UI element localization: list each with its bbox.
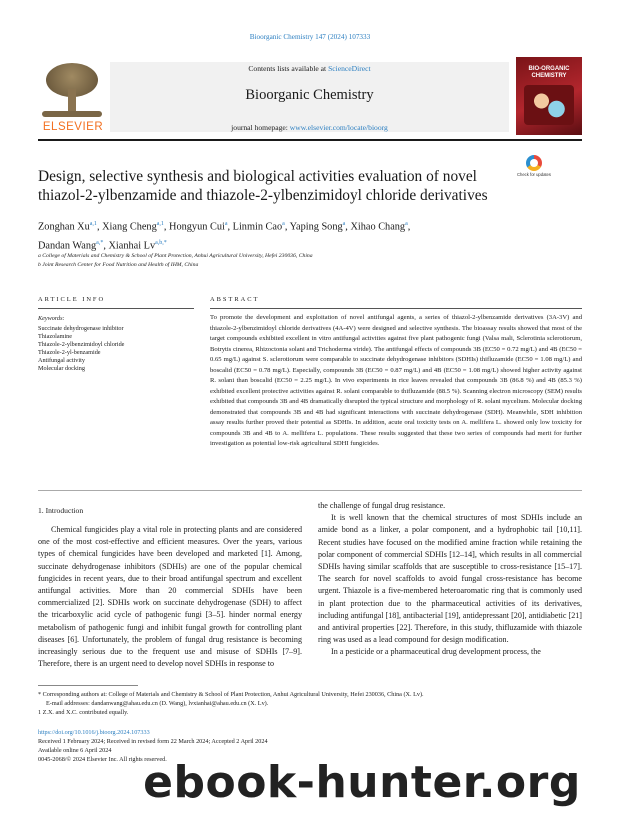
cover-title: BIO-ORGANIC CHEMISTRY xyxy=(528,66,570,79)
author-link[interactable]: Hongyun Cui xyxy=(169,221,225,233)
authors-line-2: Dandan Wang$^{a,*}$, Xianhai $Lv^{a,b,*}$ xyxy=(38,240,167,252)
intro-paragraph: It is well known that the chemical structures of most SDHIs include an amide bond as a linker, a polar component, and a hydrophobic tail [10,11]. Recent studies have focused on the modified amine fraction while retaining the polar component of commercial SDHIs [12–14], which results in all commercial SDHIs having similar scaffolds that are susceptible to cross-resistance [15–17]. The search for novel scaffolds to avoid fungal cross-resistance has become urgent. Thiazole is a five-membered heteroaromatic ring that is commonly used in plant protection due to the pharmaceutical activities of its derivatives, including antifungal [18], antibacterial [19], antidepressant [20], antidiabetic [21] and antiviral properties [22]. Therefore, in this study, thifluzamide with thiazole ring was used as a lead compound for design modification. xyxy=(318,513,582,645)
affiliation-b: b Joint Research Center for Food Nutrition and Health of IHM, China xyxy=(38,262,199,268)
author-link[interactable]: Linmin Cao xyxy=(232,221,283,233)
keywords-label: Keywords: xyxy=(38,315,65,322)
keyword-item: Thiazole-2-yl-benzamide xyxy=(38,349,101,356)
author-link[interactable]: Zonghan Xu xyxy=(38,221,90,233)
check-updates-icon xyxy=(526,155,542,171)
author-link[interactable]: Xianhai Lv xyxy=(108,240,156,252)
check-for-updates-button[interactable]: Check for updates xyxy=(521,155,547,185)
contents-line: Contents lists available at ScienceDirect xyxy=(248,64,371,73)
intro-paragraph: the challenge of fungal drug resistance. xyxy=(318,501,446,510)
sciencedirect-link[interactable]: ScienceDirect xyxy=(328,64,371,73)
author-link[interactable]: Xihao Chang xyxy=(350,221,406,233)
keyword-item: Molecular docking xyxy=(38,365,85,372)
article-title: Design, selective synthesis and biological activities evaluation of novel thiazol-2-ylbenzamide and thiazole-2-ylbenzimidoyl chloride derivatives xyxy=(38,168,488,204)
publisher-name: ELSEVIER xyxy=(42,121,104,133)
affiliation-a: a College of Materials and Chemistry & School of Plant Protection, Anhui Agricultural University, Hefei 230036, China xyxy=(38,253,313,259)
homepage-line: journal homepage: www.elsevier.com/locate/bioorg xyxy=(231,123,388,132)
author-link[interactable]: Yaping Song xyxy=(289,221,343,233)
footnote-corresponding: * Corresponding authors at: College of Materials and Chemistry & School of Plant Protection, Anhui Agricultural University, Hefei 230036, China (X. Lv). xyxy=(38,691,424,698)
copyright: 0045-2068/© 2024 Elsevier Inc. All rights reserved. xyxy=(38,756,167,763)
article-info-heading: ARTICLE INFO xyxy=(38,296,106,303)
homepage-link[interactable]: www.elsevier.com/locate/bioorg xyxy=(289,123,388,132)
journal-header xyxy=(38,57,582,135)
abstract-bottom-rule xyxy=(38,490,582,491)
received-dates: Received 1 February 2024; Received in revised form 22 March 2024; Accepted 2 April 2024 xyxy=(38,738,268,745)
journal-title: Bioorganic Chemistry xyxy=(245,87,374,103)
doi-link[interactable]: https://doi.org/10.1016/j.bioorg.2024.107333 xyxy=(38,729,150,736)
elsevier-tree-logo-icon xyxy=(38,59,108,133)
author-link[interactable]: Xiang Cheng xyxy=(102,221,157,233)
article-info-rule xyxy=(38,308,194,309)
right-column xyxy=(318,500,582,659)
keyword-item: Succinate dehydrogenase inhibitor xyxy=(38,325,124,332)
cover-art-icon xyxy=(524,85,574,125)
intro-paragraph: In a pesticide or a pharmaceutical drug development process, the xyxy=(331,647,541,657)
keyword-item: Thiazolamine xyxy=(38,333,73,340)
footnote-equal-contribution: 1 Z.X. and X.C. contributed equally. xyxy=(38,709,129,716)
footnote-email[interactable]: E-mail addresses: dandanwang@ahau.edu.cn (D. Wang), lvxianhai@ahau.edu.cn (X. Lv). xyxy=(46,700,269,707)
intro-paragraph: Chemical fungicides play a vital role in protecting plants and are considered one of the most cost-effective and efficient measures. Over the years, various types of chemical fungicides have been developed and marketed [1]. Among, succinate dehydrogenase inhibitors (SDHIs) are one of the popular chemical fungicides in recent years, due to their broad antifungal spectrum and excellent antifungal activities. More than 20 commercial SDHIs have been commercialized [2]. SDHIs work on succinate dehydrogenase (SDH) to affect the tricarboxylic acid cycle of pathogenic fungi [3–5]. hinder normal energy metabolism of pathogenic fungi and inhibit fungal growth for controlling plant diseases [6]. Unfortunately, the problem of fungal drug resistance is becoming increasingly serious due to the frequent use and misuse of SDHIs [7–9]. Therefore, there is an urgent need to develop novel SDHIs in response to xyxy=(38,525,302,669)
keyword-item: Thiazole-2-ylbenzimidoyl chloride xyxy=(38,341,125,348)
watermark-text: ebook-hunter.org xyxy=(143,757,581,808)
footnote-rule xyxy=(38,685,138,686)
author-list xyxy=(38,216,582,255)
introduction-heading: 1. Introduction xyxy=(38,506,84,515)
journal-citation-header[interactable]: Bioorganic Chemistry 147 (2024) 107333 xyxy=(249,33,371,41)
abstract-text: To promote the development and exploitation of novel antifungal agents, a series of thiazol-2-ylbenzamide derivatives (3A-3V) and thiazole-2-ylbenzimidoyl chloride derivatives (4A-4V) were designed and selective synthesis. The bioassay results showed that most of the target compounds exhibited excellent in vitro antifungal activities against five plant pathogenic fungi (Valsa mali, Sclerotinia sclerotiorum, Botrytis cinerea, Rhizoctonia solani and Trichoderma viride). The antifungal effects of compounds 3B (EC50 = 0.72 mg/L) and 4B (EC50 = 0.65 mg/L) against S. sclerotiorum were comparable to succinate dehydrogenase inhibitors (SDHIs) thifluzamide (EC50 = 1.08 mg/L) and boscalid (EC50 = 0.78 mg/L). Especially, compounds 3B (EC50 = 0.87 mg/L) and 4B (EC50 = 1.08 mg/L) showed higher activity against R. solani than boscalid (EC50 = 2.25 mg/L). In vivo experiments in rice leaves revealed that compounds 3B (86.8 %) and 4B (85.3 %) exhibited excellent protective activities against R. solani comparable to thifluzamide (88.5 %). Scanning electron microscopy (SEM) results exhibited that compounds 3B and 4B dramatically disrupted the typical structure and morphology of R. solani mycelium. Molecular docking demonstrated that compounds 3B and 4B had significant interactions with succinate dehydrogenase (SDH). Meanwhile, SDH inhibition assay results further proved their potential as SDHIs. In addition, acute oral toxicity tests on A. mellifera L. showed only low toxicity for compounds 3B and 4B to A. mellifera L. populations. These results suggested that these two series of compounds had merit for further investigation as potential low-risk agricultural SDHI fungicides. xyxy=(210,314,582,447)
author-link[interactable]: Dandan Wang xyxy=(38,240,97,252)
authors-line-1: Zonghan Xu$^{a,1}$, Xiang Cheng$^{a,1}$, Hongyun Cui$^a$, Linmin Cao$^a$, Yaping Song$^a$, Xihao Chang$^a$, xyxy=(38,221,411,233)
abstract-rule xyxy=(210,308,582,309)
header-divider xyxy=(38,139,582,141)
abstract-heading: ABSTRACT xyxy=(210,296,260,303)
available-online: Available online 6 April 2024 xyxy=(38,747,112,754)
left-column xyxy=(38,524,302,670)
keyword-item: Antifungal activity xyxy=(38,357,85,364)
journal-cover-image xyxy=(516,57,582,135)
